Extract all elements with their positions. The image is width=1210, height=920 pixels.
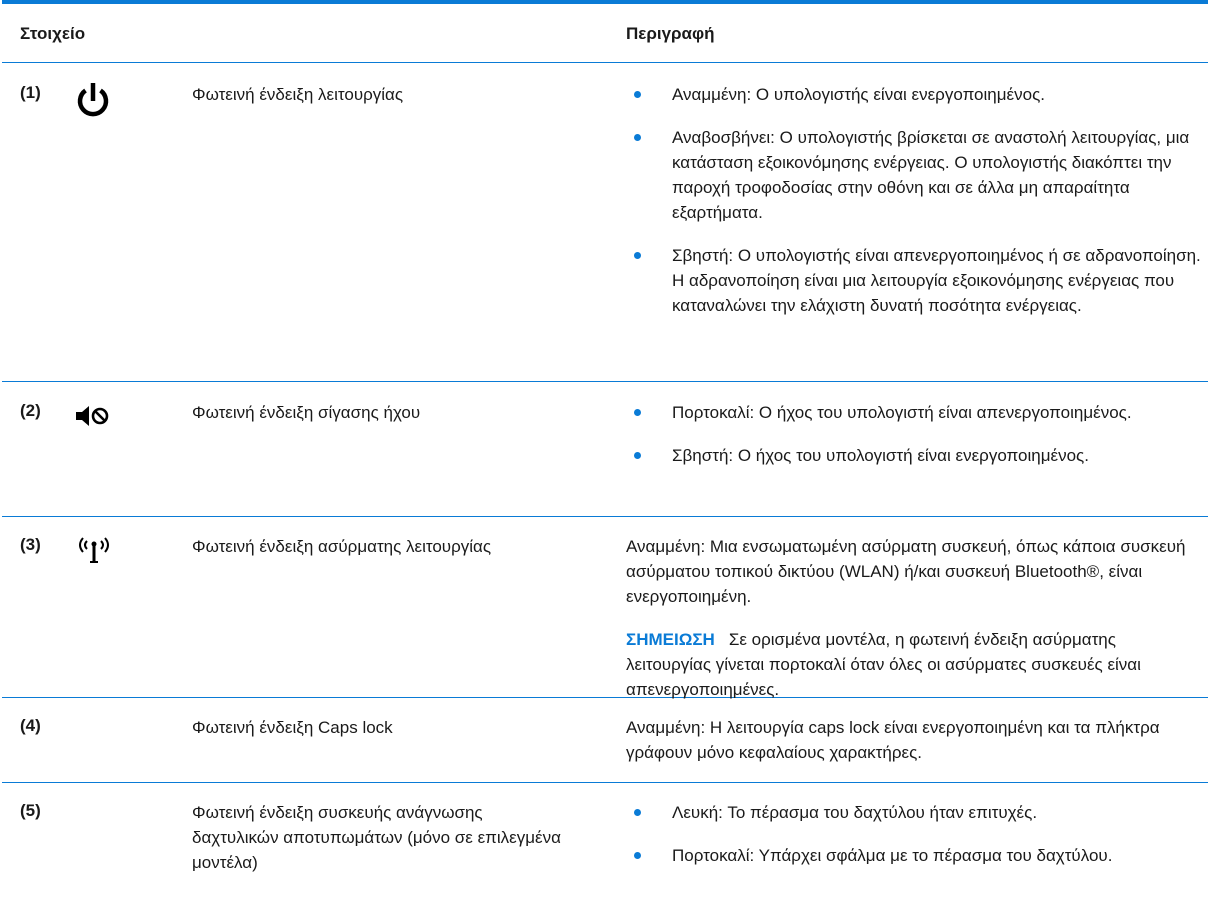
row-number: (3)	[20, 535, 41, 554]
table-row	[2, 63, 1208, 382]
row-number: (1)	[20, 83, 41, 102]
row-description	[626, 400, 1201, 486]
table-row	[2, 783, 1208, 903]
row-name: Φωτεινή ένδειξη Caps lock	[192, 718, 393, 737]
bullet-icon	[634, 852, 641, 859]
table-row	[2, 698, 1208, 783]
row-number: (4)	[20, 716, 41, 735]
bullet-icon	[634, 134, 641, 141]
bullet-icon	[634, 452, 641, 459]
list-item	[626, 125, 1201, 225]
table-row	[2, 382, 1208, 517]
row-number: (5)	[20, 801, 41, 820]
list-item	[626, 800, 1201, 825]
list-item	[626, 443, 1201, 468]
row-name: Φωτεινή ένδειξη σίγασης ήχου	[192, 403, 421, 422]
table-header	[2, 4, 1208, 63]
note-label: ΣΗΜΕΙΩΣΗ	[626, 630, 715, 649]
list-item-text: Πορτοκαλί: Υπάρχει σφάλμα με το πέρασμα του δαχτύλου.	[672, 846, 1113, 865]
bullet-icon	[634, 809, 641, 816]
list-item	[626, 843, 1201, 868]
mute-icon	[74, 404, 110, 433]
row-description	[626, 715, 1201, 783]
description-text: Αναμμένη: Η λειτουργία caps lock είναι ενεργοποιημένη και τα πλήκτρα γράφουν μόνο κεφαλαίους χαρακτήρες.	[626, 718, 1160, 762]
list-item	[626, 400, 1201, 425]
power-icon	[74, 81, 112, 126]
row-name: Φωτεινή ένδειξη λειτουργίας	[192, 85, 404, 104]
bullet-icon	[634, 91, 641, 98]
list-item-text: Πορτοκαλί: Ο ήχος του υπολογιστή είναι απενεργοποιημένος.	[672, 403, 1132, 422]
row-description	[626, 82, 1201, 336]
list-item-text: Σβηστή: Ο ήχος του υπολογιστή είναι ενεργοποιημένος.	[672, 446, 1089, 465]
note	[626, 627, 1201, 702]
bullet-icon	[634, 409, 641, 416]
list-item-text: Αναβοσβήνει: Ο υπολογιστής βρίσκεται σε αναστολή λειτουργίας, μια κατάσταση εξοικονόμησης ενέργειας. Ο υπολογιστής διακόπτει την παροχή τροφοδοσίας στην οθόνη και σε άλλα μη απαραίτητα εξαρτήματα.	[672, 128, 1190, 222]
header-component: Στοιχείο	[20, 24, 86, 43]
row-description	[626, 534, 1201, 720]
description-text: Αναμμένη: Μια ενσωματωμένη ασύρματη συσκευή, όπως κάποια συσκευή ασύρματου τοπικού δικτύου (WLAN) ή/και συσκευή Bluetooth®, είναι ενεργοποιημένη.	[626, 537, 1186, 606]
row-name: Φωτεινή ένδειξη ασύρματης λειτουργίας	[192, 537, 492, 556]
list-item-text: Λευκή: Το πέρασμα του δαχτύλου ήταν επιτυχές.	[672, 803, 1038, 822]
wireless-icon	[74, 534, 114, 571]
row-name: Φωτεινή ένδειξη συσκευής ανάγνωσης δαχτυλικών αποτυπωμάτων (μόνο σε επιλεγμένα μοντέλα)	[192, 803, 561, 872]
bullet-icon	[634, 252, 641, 259]
row-description	[626, 800, 1201, 886]
list-item-text: Αναμμένη: Ο υπολογιστής είναι ενεργοποιημένος.	[672, 85, 1045, 104]
note-text: Σε ορισμένα μοντέλα, η φωτεινή ένδειξη ασύρματης λειτουργίας γίνεται πορτοκαλί όταν όλες οι ασύρματες συσκευές είναι απενεργοποιημένες.	[626, 630, 1141, 699]
list-item	[626, 82, 1201, 107]
row-number: (2)	[20, 401, 41, 420]
list-item	[626, 243, 1201, 318]
list-item-text: Σβηστή: Ο υπολογιστής είναι απενεργοποιημένος ή σε αδρανοποίηση. Η αδρανοποίηση είναι μια λειτουργία εξοικονόμησης ενέργειας που καταναλώνει την ελάχιστη δυνατή ποσότητα ενέργειας.	[672, 246, 1201, 315]
header-description: Περιγραφή	[626, 24, 715, 43]
table-row	[2, 517, 1208, 698]
